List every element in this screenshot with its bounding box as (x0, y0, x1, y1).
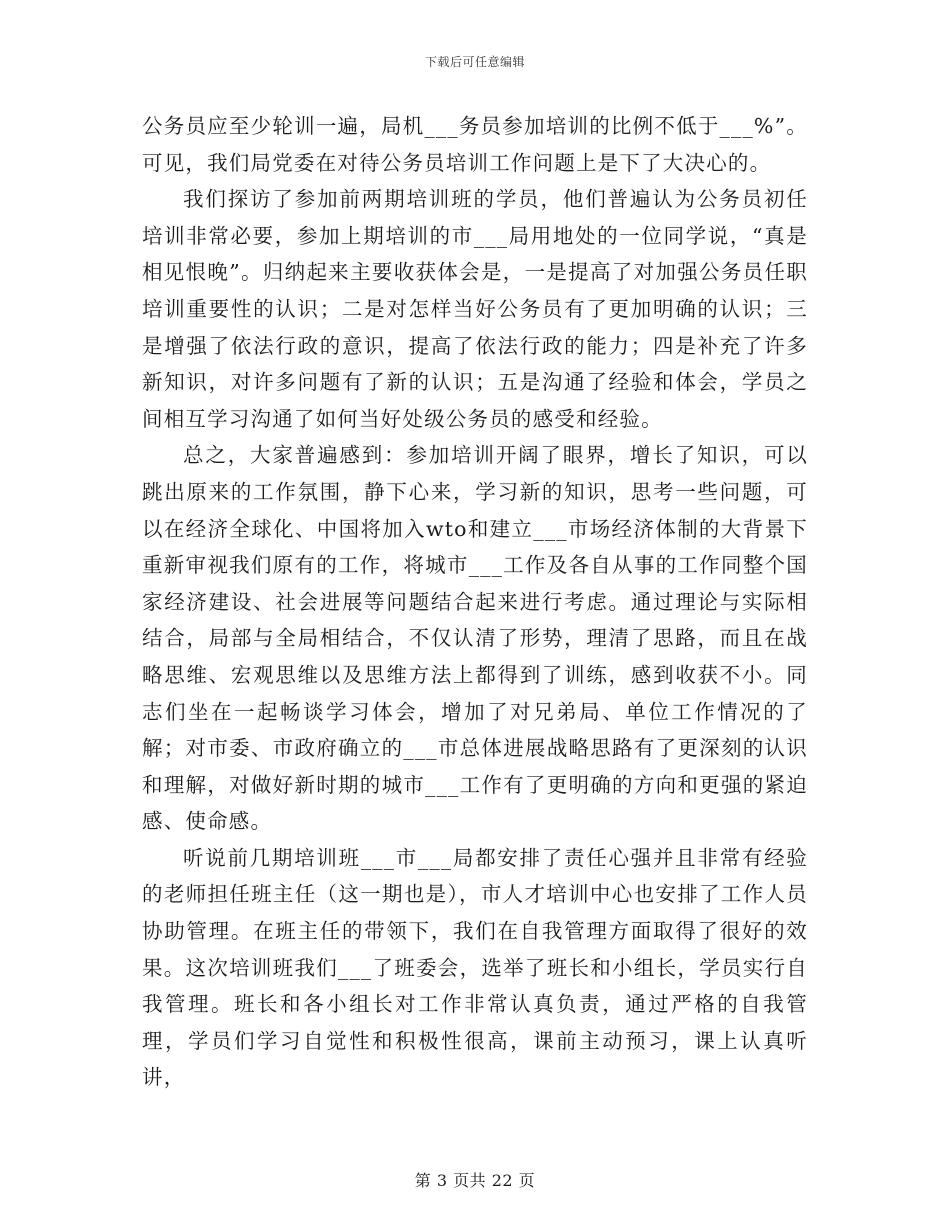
document-body (142, 108, 808, 1096)
paragraph-1: 公务员应至少轮训一遍，局机___务员参加培训的比例不低于___%”。可见，我们局党委在对待公务员培训工作问题上是下了大决心的。 (142, 114, 808, 175)
paragraph-4: 听说前几期培训班___市___局都安排了责任心强并且非常有经验的老师担任班主任（这一期也是），市人才培训中心也安排了工作人员协助管理。在班主任的带领下，我们在自我管理方面取得了很好的效果。这次培训班我们___了班委会，选举了班长和小组长，学员实行自我管理。班长和各小组长对工作非常认真负责，通过严格的自我管理，学员们学习自觉性和积极性很高，课前主动预习，课上认真听讲， (142, 845, 808, 1090)
paragraph-2: 我们探访了参加前两期培训班的学员，他们普遍认为公务员初任培训非常必要，参加上期培训的市___局用地处的一位同学说，“真是相见恨晚”。归纳起来主要收获体会是，一是提高了对加强公务员任职培训重要性的认识；二是对怎样当好公务员有了更加明确的认识；三是增强了依法行政的意识，提高了依法行政的能力；四是补充了许多新知识，对许多问题有了新的认识；五是沟通了经验和体会，学员之间相互学习沟通了如何当好处级公务员的感受和经验。 (142, 187, 808, 431)
paragraph-3: 总之，大家普遍感到：参加培训开阔了眼界，增长了知识，可以跳出原来的工作氛围，静下心来，学习新的知识，思考一些问题，可以在经济全球化、中国将加入wto和建立___市场经济体制的大背景下重新审视我们原有的工作，将城市___工作及各自从事的工作同整个国家经济建设、社会进展等问题结合起来进行考虑。通过理论与实际相结合，局部与全局相结合，不仅认清了形势，理清了思路，而且在战略思维、宏观思维以及思维方法上都得到了训练，感到收获不小。同志们坐在一起畅谈学习体会，增加了对兄弟局、单位工作情况的了解；对市委、市政府确立的___市总体进展战略思路有了更深刻的认识和理解，对做好新时期的城市___工作有了更明确的方向和更强的紧迫感、使命感。 (142, 443, 808, 834)
page-header-note: 下载后可任意编辑 (424, 55, 525, 69)
page-number: 第 3 页共 22 页 (414, 1171, 536, 1190)
